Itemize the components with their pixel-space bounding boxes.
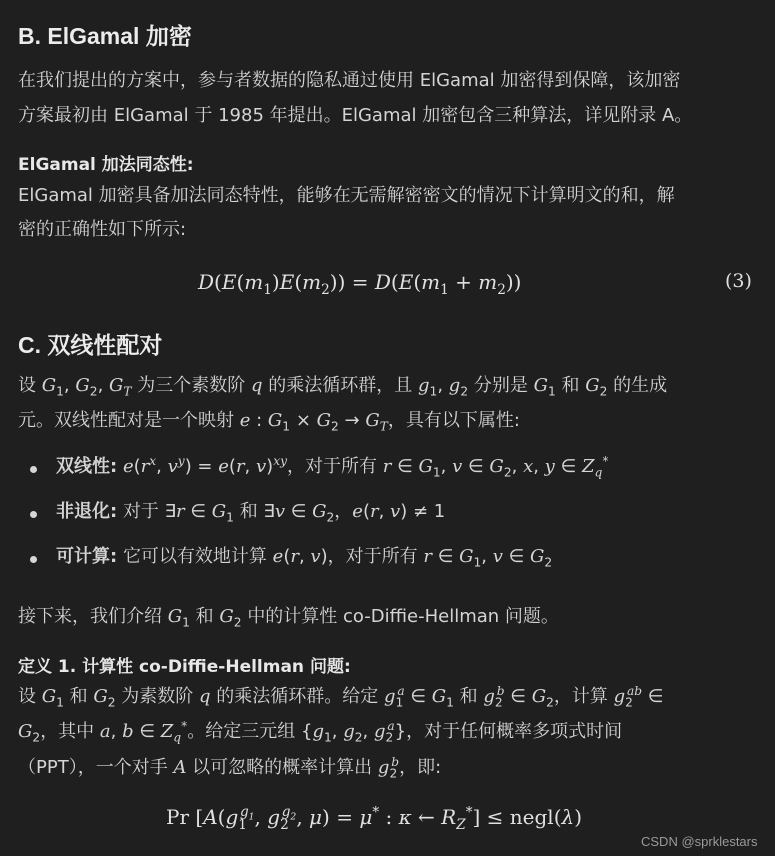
bullet-label: 双线性:: [56, 456, 118, 477]
definition-line3: （PPT），一个对手 A 以可忽略的概率计算出 $g_2^b$，即:: [18, 755, 442, 781]
bullet-computable: 可计算: 它可以有效地计算 e(r, v)，对于所有 r ∈ $G_1$, v ∈ $G_2$: [56, 546, 553, 570]
homomorphic-line1: ElGamal 加密具备加法同态特性，能够在无需解密密文的情况下计算明文的和，解: [18, 185, 675, 206]
section-b-heading: B. ElGamal 加密: [18, 23, 192, 49]
watermark: CSDN @sprklestars: [641, 834, 758, 849]
section-c-heading: C. 双线性配对: [18, 332, 163, 358]
bullet-text: 对于: [122, 501, 159, 522]
next-intro-text: 接下来，我们介绍: [18, 606, 162, 627]
bullet-non-degenerate: 非退化: 对于 ∃r ∈ $G_1$ 和 ∃v ∈ $G_2$，e(r, v) ≠ 1: [56, 501, 446, 525]
bullet-text: ，对于所有: [327, 546, 418, 567]
bullet-dot: [30, 511, 37, 518]
next-intro-text: 和: [195, 606, 214, 627]
bullet-bilinear: 双线性: $e(r^x$, $v^y) = e(r$, v)$^{xy}$，对于所有 r ∈ $G_1$, v ∈ $G_2$, x, y ∈ $Z_q^*$: [56, 454, 609, 480]
bullet-text: ，对于所有: [287, 456, 378, 477]
bullet-dot: [30, 556, 37, 563]
bullet-label: 可计算:: [56, 546, 118, 567]
next-intro-text: 中的计算性 co-Diffie-Hellman 问题。: [247, 606, 559, 627]
bullet-label: 非退化:: [56, 501, 118, 522]
homomorphic-title: ElGamal 加法同态性:: [18, 155, 194, 175]
definition-ppt-text: （PPT），一个对手: [18, 757, 168, 778]
next-intro: 接下来，我们介绍 $G_1$ 和 $G_2$ 中的计算性 co-Diffie-Hellman 问题。: [18, 606, 559, 630]
section-c-intro-line2: 元。双线性配对是一个映射 e : $G_1 \times G_2 \to G_T$，具有以下属性:: [18, 410, 520, 434]
definition-title: 定义 1. 计算性 co-Diffie-Hellman 问题:: [18, 657, 351, 677]
section-c-intro-line1: 设 $G_1$, $G_2$, $G_T$ 为三个素数阶 q 的乘法循环群，且 $g_1$, $g_2$ 分别是 $G_1$ 和 $G_2$ 的生成: [18, 375, 668, 399]
homomorphic-line2: 密的正确性如下所示:: [18, 219, 187, 240]
equation-probability: Pr [$A(g_1^{g_1}$, $g_2^{g_2}$, μ) = μ* : κ ← $R_Z^*$] ≤ negl(λ): [166, 804, 582, 833]
section-b-paragraph-line2: 方案最初由 ElGamal 于 1985 年提出。ElGamal 加密包含三种算法，详见附录 A。: [18, 105, 693, 126]
bullet-text: 它可以有效地计算: [122, 546, 267, 567]
bullet-dot: [30, 466, 37, 473]
equation-3: $D(E(m_1)E(m_2)) = D(E(m_1 + m_2))$: [198, 270, 522, 298]
bullet-text: ，: [334, 501, 353, 522]
equation-number: (3): [725, 270, 752, 292]
bullet-text: 和: [239, 501, 258, 522]
section-b-paragraph-line1: 在我们提出的方案中，参与者数据的隐私通过使用 ElGamal 加密得到保障，该加密: [18, 70, 681, 91]
definition-line2: $G_2$，其中 a, b ∈ $Z_q^*$。给定三元组 {$g_1$, $g_2$, $g_2^a$}，对于任何概率多项式时间: [18, 719, 623, 745]
definition-line1: 设 $G_1$ 和 $G_2$ 为素数阶 q 的乘法循环群。给定 $g_1^a$ ∈ $G_1$ 和 $g_2^b$ ∈ $G_2$，计算 $g_2^{ab}$ ∈: [18, 684, 664, 710]
